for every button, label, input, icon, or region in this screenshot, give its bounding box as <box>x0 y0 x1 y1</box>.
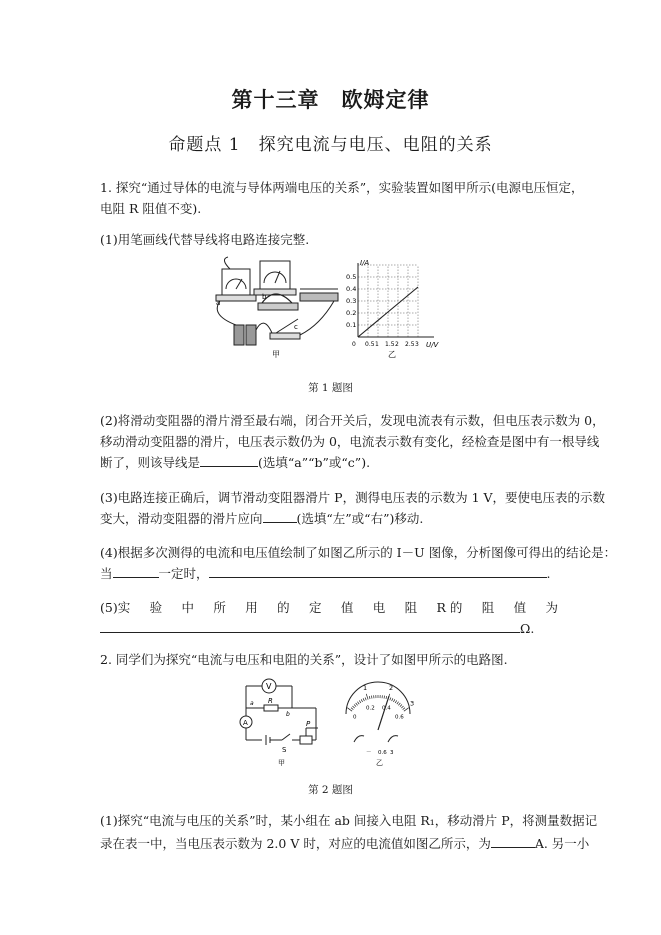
q1-part2-line2: 移动滑动变阻器的滑片，电压表示数仍为 0，电流表示数有变化，经检查是图中有一根导线 <box>100 434 600 449</box>
graph-x-tick-label: 2 <box>395 341 399 348</box>
q1-part5-char: 所 <box>213 600 226 615</box>
q2-part1-text-b: A. 另一小 <box>534 836 590 851</box>
graph-x-tick-label: 1 <box>375 341 379 348</box>
q2-figure-caption: 第 2 题图 <box>308 784 353 796</box>
q2-part1-line2 <box>100 834 589 852</box>
q1-line1: 1. 探究“通过导体的电流与导体两端电压的关系”，实验装置如图甲所示(电源电压恒定， <box>100 180 584 195</box>
node-b-label: b <box>286 711 290 718</box>
dial-tick <box>359 700 361 703</box>
dial-tick <box>386 696 387 699</box>
chapter-title: 第十三章 欧姆定律 <box>231 87 430 112</box>
voltmeter-label: V <box>266 682 272 691</box>
graph-y-tick-label: 0.1 <box>346 321 357 329</box>
dial-tick <box>384 696 385 699</box>
q1-part5-char: 值 <box>513 600 527 615</box>
dial-top-label: 3 <box>409 699 415 708</box>
graph-x-tick-label: 1.5 <box>385 341 395 348</box>
q1-figure <box>200 255 460 370</box>
q1-part3-answer-blank[interactable] <box>263 510 297 523</box>
dial-tick <box>354 704 356 706</box>
wire-label-c: c <box>294 323 298 331</box>
q1-part5-char: 的 <box>277 600 290 615</box>
q1-part5-char: 用 <box>245 600 258 615</box>
fig1-label-jia: 甲 <box>272 350 280 359</box>
dial-terminal-label: － <box>366 750 372 756</box>
dial-tick <box>352 706 354 708</box>
q1-figure-caption: 第 1 题图 <box>308 382 353 394</box>
dial-tick <box>363 698 364 701</box>
dial-tick <box>369 696 370 699</box>
q1-part5-answer-blank[interactable] <box>100 620 520 633</box>
q1-part4-text-c: . <box>546 566 551 581</box>
section-subtitle: 命题点 1 探究电流与电压、电阻的关系 <box>168 135 493 155</box>
graph-x-tick-label: 0 <box>352 341 356 348</box>
wire-label-a: a <box>216 299 221 307</box>
q1-part5-char: 中 <box>181 600 194 615</box>
q1-part3-line1: (3)电路连接正确后，调节滑动变阻器滑片 P，测得电压表的示数为 1 V，要使电压表的示数 <box>100 490 606 505</box>
dial-tick <box>393 699 394 702</box>
q1-part4-line1: (4)根据多次测得的电流和电压值绘制了如图乙所示的 I－U 图像，分析图像可得出的结论是： <box>100 545 617 560</box>
apparatus-drawing <box>216 257 338 345</box>
q1-part2-text-a: 断了，则该导线是 <box>100 455 201 470</box>
dial-tick <box>400 704 402 706</box>
resistor-symbol <box>264 705 278 711</box>
dial-tick <box>351 708 353 710</box>
q1-part5-char: 值 <box>340 600 354 615</box>
graph-y-tick-label: 0.3 <box>346 297 357 305</box>
q1-part5-char: (5)实 <box>100 600 131 615</box>
q1-part5-char: 阻 <box>481 600 495 615</box>
dial-tick <box>356 703 358 705</box>
dial-tick <box>371 696 372 699</box>
dial-tick <box>398 703 400 705</box>
graph-x-tick-label: 0.5 <box>365 341 375 348</box>
dial-top-label: 1 <box>363 684 368 693</box>
dial-tick <box>390 697 391 700</box>
dial-top-label: 2 <box>388 684 394 693</box>
q1-part1: (1)用笔画线代替导线将电路连接完整. <box>100 232 310 247</box>
dial-tick <box>365 697 366 700</box>
dial-tick <box>392 698 393 701</box>
q1-part5-unit: Ω. <box>520 621 535 636</box>
fig1-label-yi: 乙 <box>388 350 396 359</box>
graph-x-label: U/V <box>426 341 439 349</box>
fig2-label-jia: 甲 <box>278 759 285 767</box>
q1-part2-text-b: (选填“a”“b”或“c”). <box>258 455 371 470</box>
q1-part4-blank-2[interactable] <box>209 565 547 578</box>
dial-terminal-label: 0.6 <box>378 750 387 756</box>
dial-tick <box>395 700 397 703</box>
q1-part4-line2 <box>100 564 551 582</box>
q1-part3-text-a: 变大，滑动变阻器的滑片应向 <box>100 511 263 526</box>
dial-bottom-label: 0.4 <box>382 705 391 712</box>
dial-tick <box>366 694 368 700</box>
q1-part4-text-b: 一定时， <box>158 566 209 581</box>
node-a-label: a <box>250 700 254 707</box>
dial-terminal-label: 3 <box>390 750 394 756</box>
ammeter-dial <box>346 682 414 767</box>
ammeter-label: A <box>243 719 248 727</box>
dial-tick <box>361 699 362 702</box>
graph-x-tick-label: 2.5 <box>405 341 415 348</box>
circuit-diagram <box>246 686 318 745</box>
dial-bottom-label: 0 <box>352 714 357 721</box>
dial-needle <box>378 696 389 730</box>
q1-line2: 电阻 R 阻值不变). <box>100 201 202 216</box>
q1-part2-line3 <box>100 453 370 471</box>
graph-y-label: I/A <box>360 259 370 267</box>
dial-tick <box>397 702 399 704</box>
q2-figure <box>226 672 446 772</box>
q1-part2-line1: (2)将滑动变阻器的滑片滑至最右端，闭合开关后，发现电流表有示数，但电压表示数为 0， <box>100 413 605 428</box>
graph-y-tick-label: 0.2 <box>346 309 357 317</box>
q2-part1-answer-blank[interactable] <box>491 835 535 848</box>
graph-y-tick-label: 0.4 <box>346 285 357 293</box>
wire-label-b: b <box>262 293 267 301</box>
graph-x-tick-label: 3 <box>415 341 419 348</box>
fig2-label-yi: 乙 <box>376 759 383 767</box>
resistor-label: R <box>268 697 273 705</box>
switch-s-label: S <box>282 746 287 754</box>
q1-part5-line1 <box>100 598 558 616</box>
q1-part4-blank-1[interactable] <box>113 565 159 578</box>
dial-tick <box>403 708 405 710</box>
q1-part3-text-b: (选填“左”或“右”)移动. <box>296 511 424 526</box>
dial-bottom-label: 0.2 <box>365 705 375 712</box>
q1-part5-char: 验 <box>149 600 163 615</box>
q2-part1-text-a: 录在表一中，当电压表示数为 2.0 V 时，对应的电流值如图乙所示，为 <box>100 836 491 851</box>
q1-part3-line2 <box>100 509 423 527</box>
slider-p-label: P <box>306 720 311 728</box>
q1-part5-char: 为 <box>545 600 558 615</box>
q1-part5-char: 定 <box>308 600 322 615</box>
q1-part5-line2 <box>100 620 534 636</box>
dial-tick <box>357 702 359 704</box>
q2-line1: 2. 同学们为探究“电流与电压和电阻的关系”，设计了如图甲所示的电路图. <box>100 652 508 667</box>
graph-y-tick-label: 0.5 <box>346 273 357 281</box>
q1-part5-char: 电 <box>372 600 386 615</box>
dial-bottom-label: 0.6 <box>395 714 404 721</box>
q1-part4-text-a: 当 <box>100 566 113 581</box>
q2-part1-line1: (1)探究“电流与电压的关系”时，某小组在 ab 间接入电阻 R₁，移动滑片 P，将测量数据记 <box>100 813 598 828</box>
iu-graph <box>346 259 439 359</box>
q1-part5-char: R 的 <box>436 600 463 615</box>
q1-part2-answer-blank[interactable] <box>200 454 258 467</box>
dial-tick <box>401 706 403 708</box>
q1-part5-char: 阻 <box>404 600 418 615</box>
